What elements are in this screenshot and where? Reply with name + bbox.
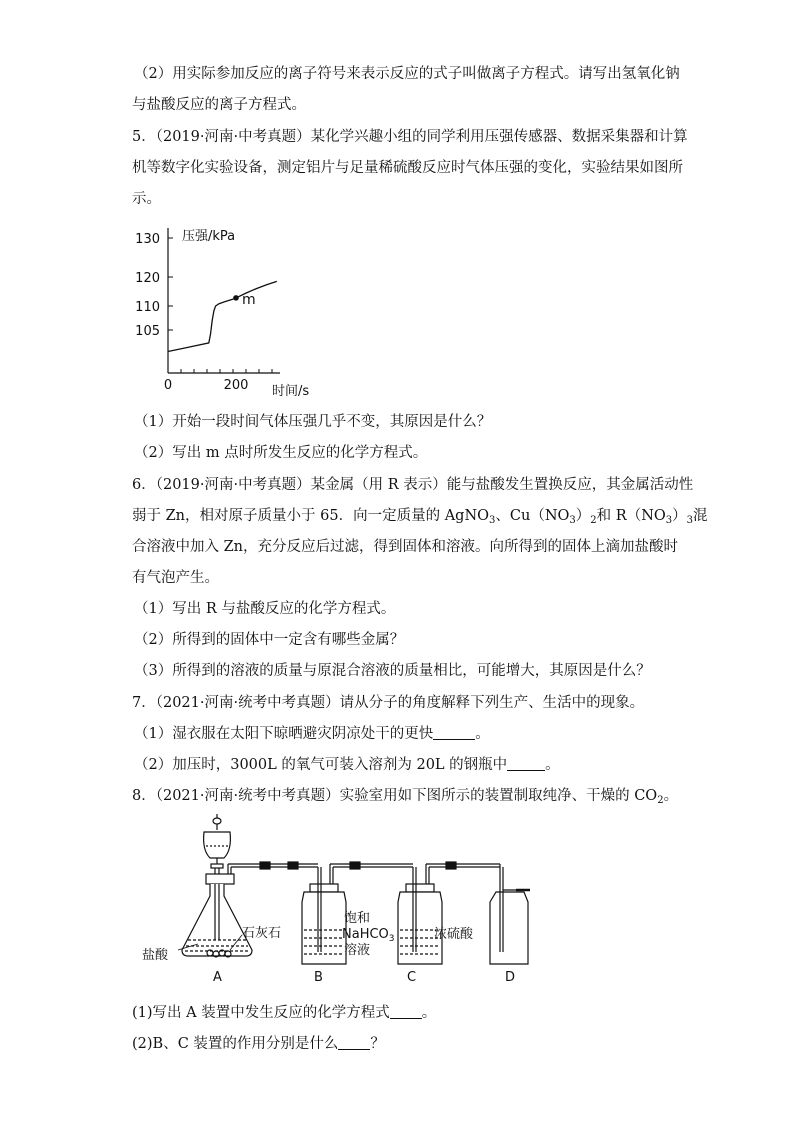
q7-sub1 — [134, 724, 490, 744]
q7-sub1-blank — [433, 725, 475, 740]
q7-sub2-blank — [507, 756, 545, 771]
q6-sub3: （3）所得到的溶液的质量与原混合溶液的质量相比，可能增大，其原因是什么？ — [134, 663, 651, 679]
label-b-line3: 溶液 — [344, 943, 371, 958]
q6-sub2: （2）所得到的固体中一定含有哪些金属？ — [134, 632, 405, 648]
collection-bottle-d — [490, 864, 530, 964]
label-b-line2 — [342, 927, 395, 944]
point-m-label: m — [242, 291, 256, 308]
y-axis-label: 压强/kPa — [182, 229, 236, 244]
y-tick-label: 120 — [135, 271, 160, 286]
q7-sub2-text: （2）加压时，3000L 的氧气可装入溶剂为 20L 的钢瓶中 — [134, 757, 508, 773]
pressure-chart — [130, 220, 350, 398]
q6-line1: 6．（2019·河南·中考真题）某金属（用 R 表示）能与盐酸发生置换反应，其金属活动性 — [132, 477, 694, 493]
q8-line1-sub: 2 — [657, 795, 664, 806]
label-limestone: 石灰石 — [242, 926, 282, 941]
q8-line1-end: 。 — [663, 788, 679, 804]
q6-line2 — [132, 506, 708, 526]
label-c: 浓硫酸 — [434, 927, 474, 942]
pressure-curve — [168, 281, 277, 351]
q6-sub-e: 3 — [686, 515, 694, 526]
q6-line2-d: 和 R（NO — [596, 508, 666, 524]
y-tick-label: 110 — [135, 300, 160, 315]
q6-line4: 有气泡产生。 — [132, 570, 219, 586]
point-m — [233, 295, 239, 301]
x-axis-label: 时间/s — [272, 384, 310, 398]
q6-line3: 合溶液中加入 Zn，充分反应后过滤，得到固体和溶液。向所得到的固体上滴加盐酸时 — [132, 539, 679, 555]
q8-sub2-end: ？ — [370, 1036, 385, 1052]
q8-sub2 — [132, 1034, 385, 1054]
q7-sub2-end: 。 — [545, 757, 560, 773]
q5-line2: 机等数字化实验设备，测定铝片与足量稀硫酸反应时气体压强的变化，实验结果如图所 — [132, 160, 683, 176]
q8-sub2-blank — [338, 1035, 370, 1050]
q6-sub1: （1）写出 R 与盐酸反应的化学方程式。 — [134, 601, 396, 617]
q8-line1-text: 8．（2021·河南·统考中考真题）实验室用如下图所示的装置制取纯净、干燥的 CO — [132, 788, 658, 804]
q7-line1: 7．（2021·河南·统考中考真题）请从分子的角度解释下列生产、生活中的现象。 — [132, 695, 645, 711]
q6-line2-e: ） — [672, 508, 687, 524]
q6-sub-a: 3 — [489, 515, 496, 526]
q4-part2-line1: （2）用实际参加反应的离子符号来表示反应的式子叫做离子方程式。请写出氢氧化钠 — [134, 66, 680, 82]
label-b-sub: 3 — [388, 934, 395, 944]
q5-sub1: （1）开始一段时间气体压强几乎不变，其原因是什么？ — [134, 414, 492, 430]
q6-line2-f: 混 — [693, 508, 708, 524]
q7-sub1-text: （1）湿衣服在太阳下晾晒避灾阴凉处干的更快 — [134, 726, 434, 742]
q5-line3: 示。 — [132, 191, 161, 207]
q6-line2-c: ） — [575, 508, 591, 524]
q8-sub1-blank — [390, 1004, 422, 1019]
q5-sub2: （2）写出 m 点时所发生反应的化学方程式。 — [134, 445, 428, 461]
q8-sub1-text: (1)写出 A 装置中发生反应的化学方程式 — [132, 1005, 390, 1021]
letter-a: A — [213, 970, 222, 985]
label-b-line1: 饱和 — [344, 911, 371, 926]
q6-sub-c: 2 — [590, 515, 597, 526]
letter-b: B — [314, 970, 323, 985]
y-tick-label: 105 — [135, 324, 160, 339]
conical-flask-a — [178, 862, 318, 957]
q8-sub1 — [132, 1003, 436, 1023]
q6-line2-b: 、Cu（NO — [495, 508, 570, 524]
y-tick-label: 130 — [135, 232, 160, 247]
x-tick-label: 0 — [163, 378, 173, 393]
q8-sub1-end: 。 — [421, 1005, 437, 1021]
q6-sub-b: 3 — [569, 515, 576, 526]
co2-apparatus — [138, 812, 548, 992]
q8-sub2-text: (2)B、C 装置的作用分别是什么 — [132, 1036, 339, 1052]
q6-sub-d: 3 — [665, 515, 673, 526]
q5-line1: 5．（2019·河南·中考真题）某化学兴趣小组的同学利用压强传感器、数据采集器和计算 — [132, 129, 688, 145]
letter-c: C — [407, 970, 417, 985]
letter-d: D — [505, 970, 516, 985]
wash-bottle-c — [398, 862, 500, 964]
x-tick-label: 200 — [223, 378, 249, 393]
label-b-nahco: NaHCO — [342, 927, 389, 942]
q8-line1 — [132, 786, 678, 806]
q7-sub2 — [134, 755, 560, 775]
q6-line2-a: 弱于 Zn，相对原子质量小于 65．向一定质量的 AgNO — [132, 508, 490, 524]
q7-sub1-end: 。 — [475, 726, 490, 742]
label-hcl: 盐酸 — [142, 948, 169, 963]
q4-part2-line2: 与盐酸反应的离子方程式。 — [132, 97, 306, 113]
